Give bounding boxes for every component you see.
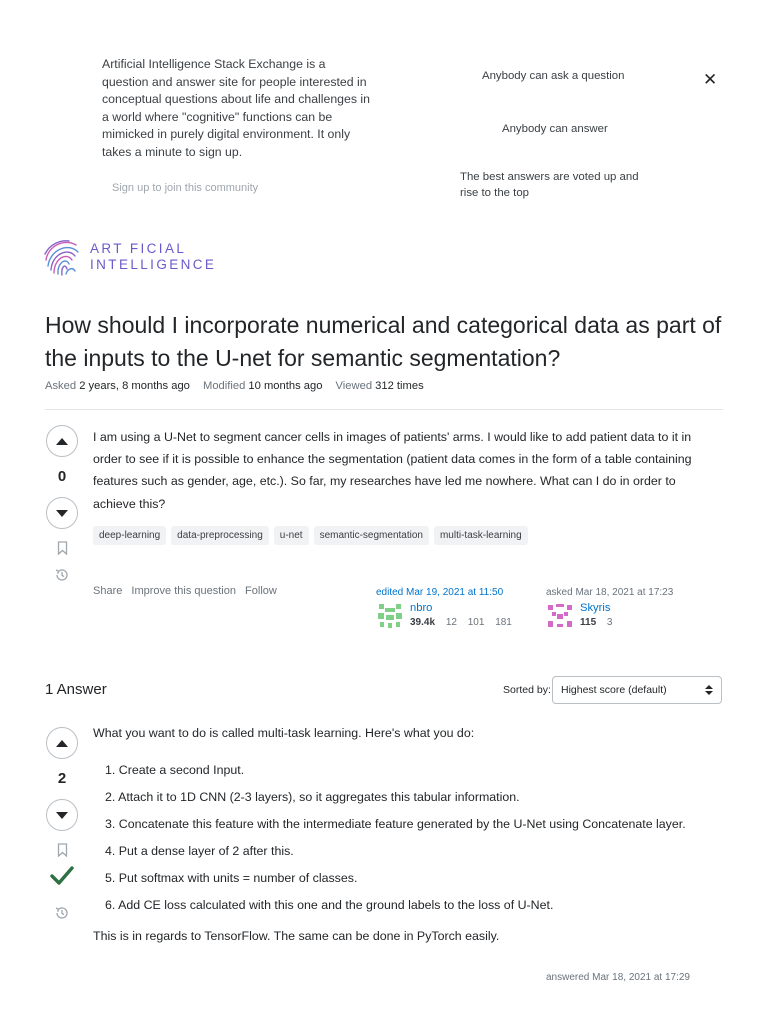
question-body: I am using a U-Net to segment cancer cells in images of patients' arms. I would like to add patient data to it in order to see if it is possible to enhance the segmentation (patient data comes in the form of a table containing features such as gender, age, etc.). So far, my researches have led me nowhere. What can I do in order to achieve this? <box>93 430 692 511</box>
checkmark-icon <box>50 866 74 886</box>
history-icon <box>54 905 70 921</box>
history-icon <box>54 567 70 583</box>
answer-timeline-button[interactable] <box>46 905 78 921</box>
feature-voted: The best answers are voted up and rise to the top <box>460 171 639 199</box>
modified-label: Modified <box>203 380 246 392</box>
tag[interactable]: u-net <box>274 526 309 545</box>
fingerprint-logo-icon <box>42 236 84 278</box>
accepted-answer-indicator <box>46 866 78 886</box>
avatar[interactable] <box>546 602 574 630</box>
modified-value[interactable]: 10 months ago <box>248 380 323 392</box>
feature-answer: Anybody can answer <box>502 123 608 135</box>
asker-name[interactable]: Skyris <box>580 602 611 614</box>
logo-line-2: INTELLIGENCE <box>90 257 217 272</box>
logo-line-1: ART FICIAL <box>90 241 187 256</box>
viewed-label: Viewed <box>335 380 373 392</box>
list-item: 6. Add CE loss calculated with this one and the ground labels to the loss of U-Net. <box>105 898 554 912</box>
answer-bookmark-button[interactable] <box>46 843 78 857</box>
answers-count: 1 Answer <box>45 681 107 698</box>
share-link[interactable]: Share <box>93 585 123 597</box>
divider <box>45 409 723 410</box>
answer-upvote-button[interactable] <box>46 727 78 759</box>
tag[interactable]: semantic-segmentation <box>314 526 429 545</box>
edited-timestamp[interactable]: edited Mar 19, 2021 at 11:50 <box>376 587 504 598</box>
sort-arrows-icon <box>705 684 713 696</box>
asked-label: Asked <box>45 380 77 392</box>
answer-outro: This is in regards to TensorFlow. The same can be done in PyTorch easily. <box>93 929 500 943</box>
editor-name[interactable]: nbro <box>410 602 433 614</box>
arrow-up-icon <box>55 437 69 446</box>
question-downvote-button[interactable] <box>46 497 78 529</box>
reputation-score: 39.4k <box>410 617 436 628</box>
question-tags <box>93 526 533 545</box>
sorted-by-label: Sorted by: <box>503 684 551 696</box>
question-timeline-button[interactable] <box>46 567 78 583</box>
list-item: 5. Put softmax with units = number of classes. <box>105 871 358 885</box>
answer-intro: What you want to do is called multi-task learning. Here's what you do: <box>93 726 475 740</box>
list-item: 3. Concatenate this feature with the intermediate feature generated by the U-Net using Concatenate layer. <box>105 817 686 831</box>
list-item: 2. Attach it to 1D CNN (2-3 layers), so it aggregates this tabular information. <box>105 790 520 804</box>
improve-question-link[interactable]: Improve this question <box>131 585 236 597</box>
gold-badge-count: 12 <box>445 617 457 628</box>
list-item: 1. Create a second Input. <box>105 763 245 777</box>
site-description: Artificial Intelligence Stack Exchange is a question and answer site for people interested in conceptual questions about life and challenges in a world where "cognitive" functions can be mimicked in purely digital environment. It only takes a minute to sign up. <box>102 57 370 159</box>
question-vote-count: 0 <box>57 468 67 485</box>
asked-value: 2 years, 8 months ago <box>79 380 190 392</box>
answer-vote-count: 2 <box>57 770 67 787</box>
list-item: 4. Put a dense layer of 2 after this. <box>105 844 294 858</box>
answer-steps <box>105 761 686 923</box>
bookmark-icon <box>57 843 68 857</box>
answered-timestamp[interactable]: answered Mar 18, 2021 at 17:29 <box>546 972 690 983</box>
question-post-menu <box>93 585 283 597</box>
editor-reputation <box>410 617 512 628</box>
question-bookmark-button[interactable] <box>46 541 78 555</box>
arrow-down-icon <box>55 811 69 820</box>
avatar[interactable] <box>376 602 404 630</box>
bronze-badge-count: 3 <box>606 617 613 628</box>
sort-select-value: Highest score (default) <box>561 684 667 696</box>
reputation-score: 115 <box>580 617 597 628</box>
close-icon[interactable]: ✕ <box>703 70 718 89</box>
question-title[interactable]: How should I incorporate numerical and categorical data as part of the inputs to the U-net for semantic segmentation? <box>45 312 722 371</box>
answer-downvote-button[interactable] <box>46 799 78 831</box>
tag[interactable]: data-preprocessing <box>171 526 269 545</box>
bookmark-icon <box>57 541 68 555</box>
question-meta <box>45 380 434 392</box>
follow-link[interactable]: Follow <box>245 585 277 597</box>
editor-card <box>376 587 512 630</box>
sort-select[interactable] <box>552 676 722 704</box>
arrow-down-icon <box>55 509 69 518</box>
asker-reputation <box>580 617 612 628</box>
bronze-badge-count: 181 <box>495 617 512 628</box>
silver-badge-count: 101 <box>467 617 485 628</box>
site-logo[interactable] <box>42 236 216 278</box>
question-upvote-button[interactable] <box>46 425 78 457</box>
signup-link[interactable]: Sign up to join this community <box>112 182 259 194</box>
asked-timestamp: asked Mar 18, 2021 at 17:23 <box>546 587 674 598</box>
tag[interactable]: deep-learning <box>93 526 166 545</box>
arrow-up-icon <box>55 739 69 748</box>
tag[interactable]: multi-task-learning <box>434 526 528 545</box>
viewed-value: 312 times <box>375 380 424 392</box>
asker-card <box>546 587 673 630</box>
feature-ask: Anybody can ask a question <box>482 70 625 82</box>
